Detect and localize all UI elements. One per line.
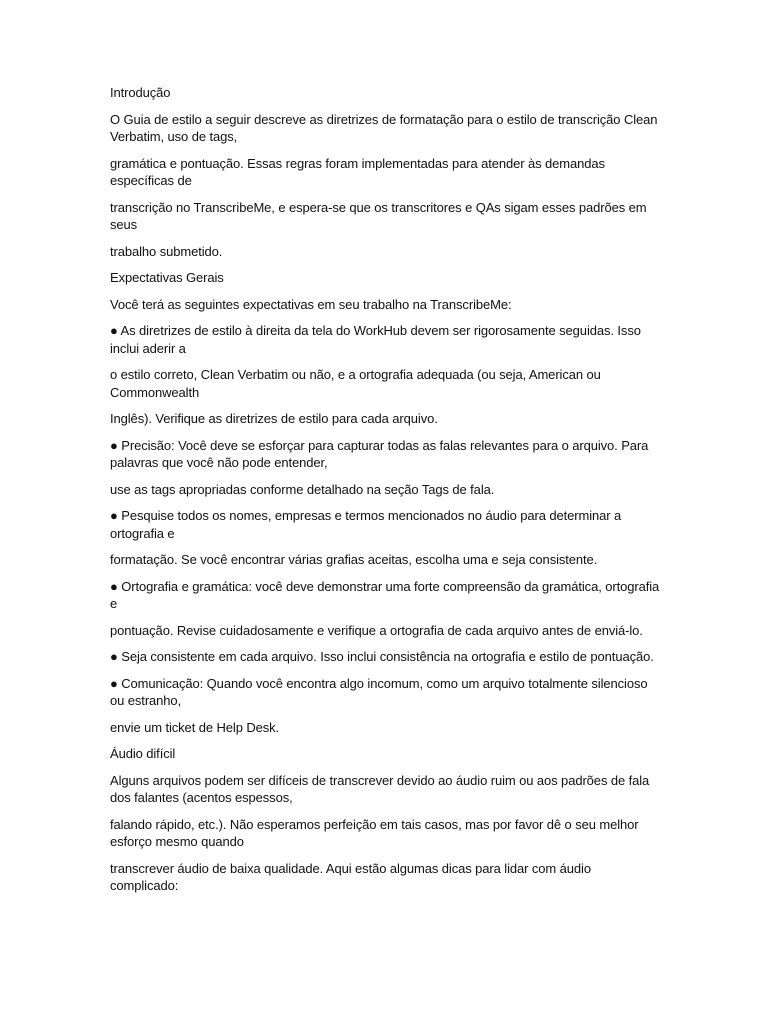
paragraph: transcrever áudio de baixa qualidade. Aqui estão algumas dicas para lidar com áudio complicado: [110, 860, 591, 893]
paragraph: pontuação. Revise cuidadosamente e verifique a ortografia de cada arquivo antes de enviá-lo. [110, 622, 643, 638]
bullet-item: ● Seja consistente em cada arquivo. Isso inclui consistência na ortografia e estilo de pontuação. [110, 649, 654, 664]
paragraph: Inglês). Verifique as diretrizes de estilo para cada arquivo. [110, 411, 438, 426]
paragraph: transcrição no TranscribeMe, e espera-se que os transcritores e QAs sigam esses padrões em seus [110, 199, 647, 232]
bullet-item: ● Pesquise todos os nomes, empresas e termos mencionados no áudio para determinar a ortografia e [110, 508, 622, 541]
paragraph: o estilo correto, Clean Verbatim ou não, e a ortografia adequada (ou seja, American ou Commonwealth [110, 367, 601, 400]
paragraph: Alguns arquivos podem ser difíceis de transcrever devido ao áudio ruim ou aos padrões de fala dos falantes (acentos espessos, [110, 772, 650, 805]
paragraph: trabalho submetido. [110, 243, 223, 259]
document-page [110, 84, 662, 904]
heading-expectativas-gerais: Expectativas Gerais [110, 270, 224, 285]
bullet-item: ● As diretrizes de estilo à direita da tela do WorkHub devem ser rigorosamente seguidas. Isso inclui aderir a [110, 323, 641, 356]
paragraph: envie um ticket de Help Desk. [110, 719, 280, 735]
bullet-item: ● Precisão: Você deve se esforçar para capturar todas as falas relevantes para o arquivo. Para palavras que você não pode entender, [110, 437, 649, 470]
heading-introducao: Introdução [110, 85, 171, 100]
paragraph: O Guia de estilo a seguir descreve as diretrizes de formatação para o estilo de transcrição Clean Verbatim, uso de tags, [110, 111, 658, 144]
paragraph: Você terá as seguintes expectativas em seu trabalho na TranscribeMe: [110, 296, 512, 312]
bullet-item: ● Comunicação: Quando você encontra algo incomum, como um arquivo totalmente silencioso ou estranho, [110, 675, 648, 708]
bullet-item: ● Ortografia e gramática: você deve demonstrar uma forte compreensão da gramática, ortografia e [110, 578, 660, 611]
paragraph: falando rápido, etc.). Não esperamos perfeição em tais casos, mas por favor dê o seu melhor esforço mesmo quando [110, 816, 639, 849]
paragraph: formatação. Se você encontrar várias grafias aceitas, escolha uma e seja consistente. [110, 552, 598, 567]
paragraph: gramática e pontuação. Essas regras foram implementadas para atender às demandas específicas de [110, 155, 605, 188]
heading-audio-dificil: Áudio difícil [110, 746, 176, 761]
paragraph: use as tags apropriadas conforme detalhado na seção Tags de fala. [110, 481, 495, 497]
